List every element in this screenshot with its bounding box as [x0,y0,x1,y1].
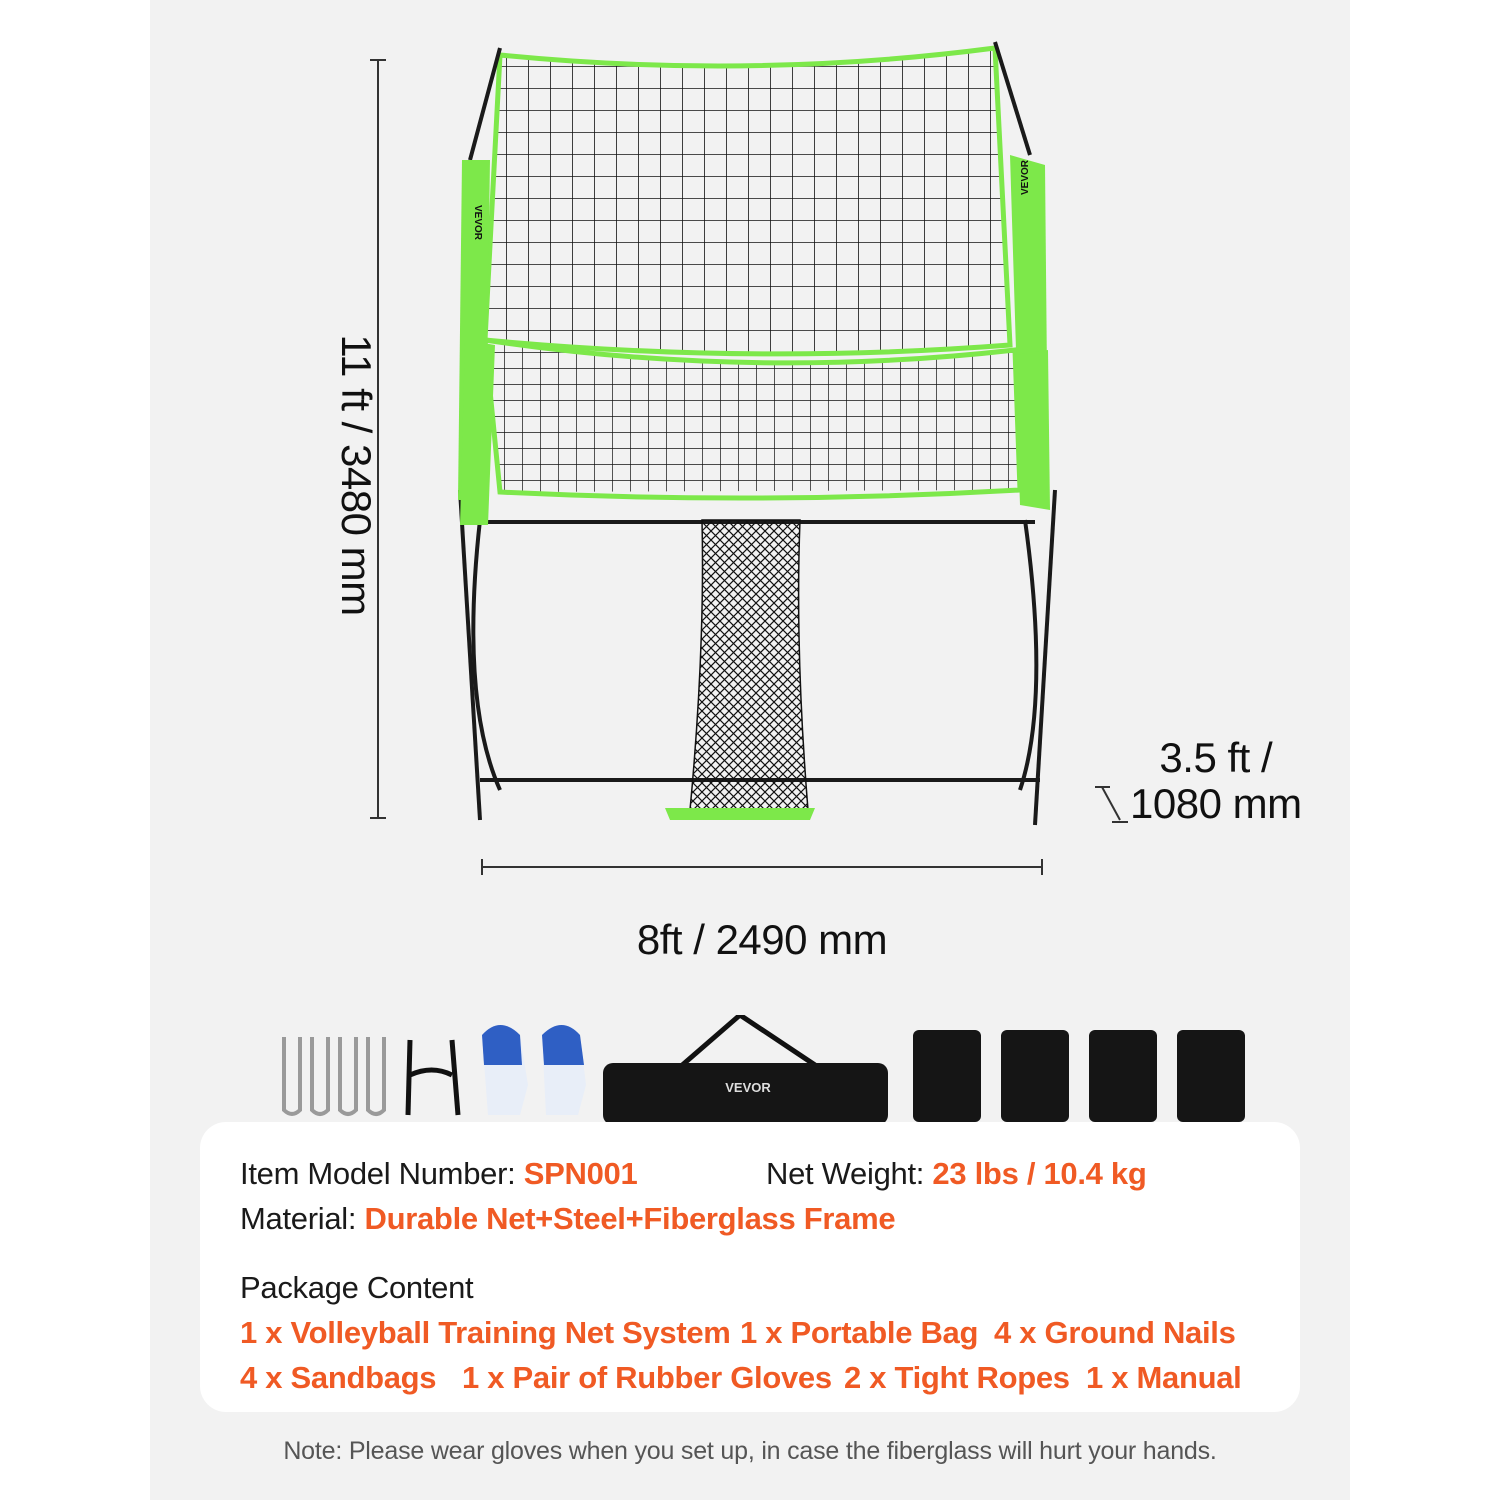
package-item: 1 x Pair of Rubber Gloves [462,1360,832,1395]
package-item: 1 x Manual [1086,1360,1242,1395]
package-item: 1 x Portable Bag [740,1315,979,1350]
package-item: 4 x Ground Nails [994,1315,1236,1350]
model-value: SPN001 [523,1156,638,1191]
material-row [240,1201,895,1237]
sleeve-brand-label: VEVOR [472,205,483,241]
net-weight-row [766,1156,1146,1192]
portable-bag-icon [603,1015,888,1125]
upper-net [485,48,1010,354]
width-label: 8ft / 2490 mm [636,916,888,963]
material-label: Material: [240,1201,357,1236]
package-item: 1 x Volleyball Training Net System [240,1315,731,1350]
model-number-row [240,1156,637,1192]
ball-chute [690,520,808,810]
weight-value: 23 lbs / 10.4 kg [932,1156,1147,1191]
safety-note: Note: Please wear gloves when you set up, in case the fiberglass will hurt your hands. [283,1437,1217,1465]
accessories-strip [270,1015,1260,1135]
sandbags-icon [913,1030,1245,1122]
package-item: 2 x Tight Ropes [844,1360,1070,1395]
tight-ropes-icon [408,1040,458,1115]
rubber-gloves-icon [482,1025,586,1115]
material-value: Durable Net+Steel+Fiberglass Frame [364,1201,896,1236]
package-title: Package Content [240,1270,474,1305]
sleeve-brand-label: VEVOR [1020,159,1031,195]
height-label: 11 ft / 3480 mm [333,334,380,616]
package-item: 4 x Sandbags [240,1360,437,1395]
depth-label-line1: 3.5 ft / [1159,734,1273,781]
depth-dimension-line [1095,787,1128,822]
depth-label-line2: 1080 mm [1130,780,1302,827]
bag-brand-label: VEVOR [725,1080,771,1095]
width-dimension-line [482,859,1042,875]
weight-label: Net Weight: [766,1156,925,1191]
depth-label [1130,735,1302,827]
model-label: Item Model Number: [240,1156,516,1191]
ground-nails-icon [284,1037,384,1114]
